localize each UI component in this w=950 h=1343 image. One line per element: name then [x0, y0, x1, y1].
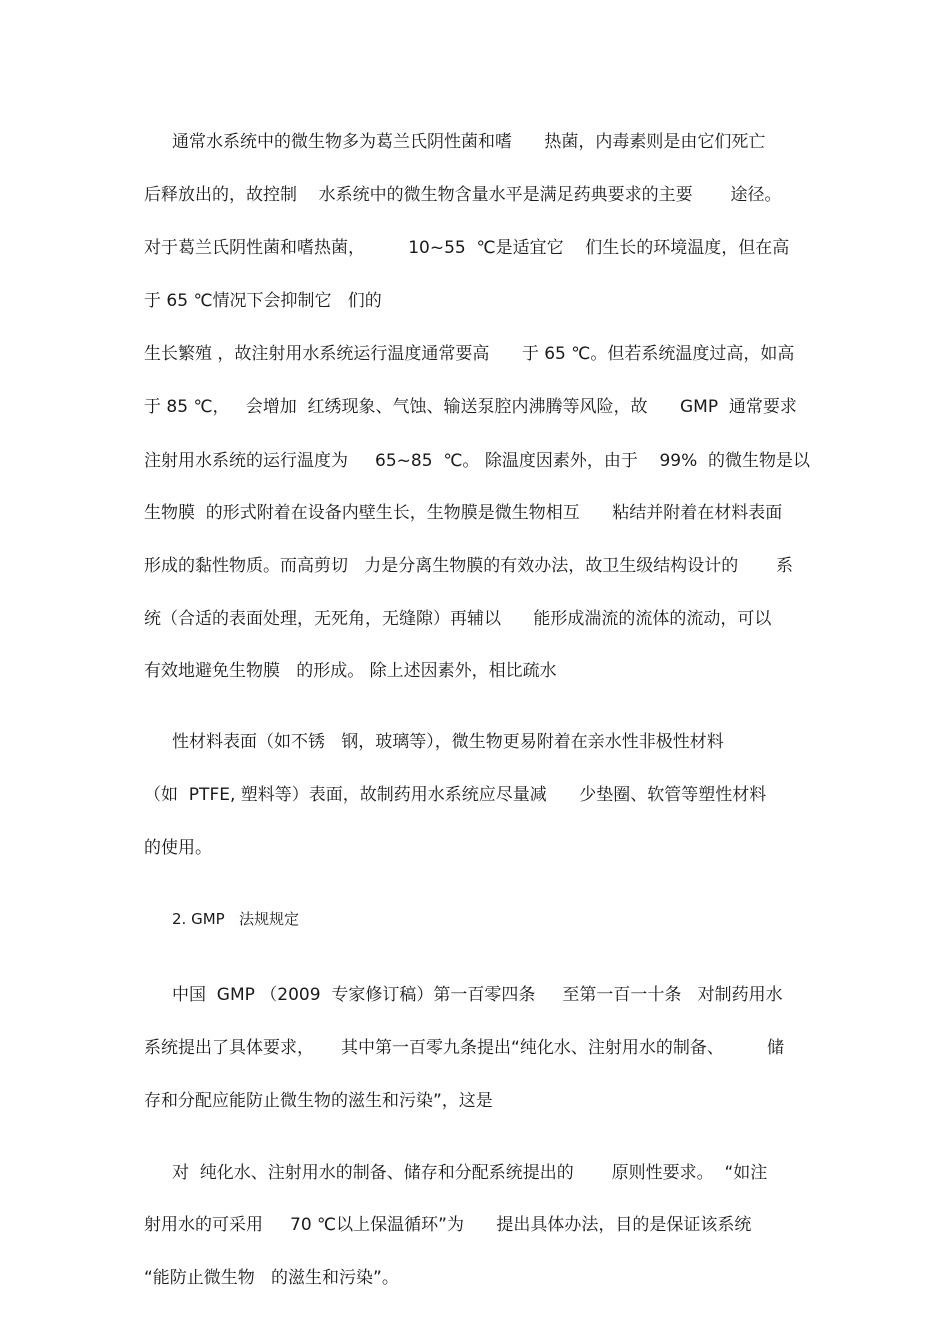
text-line: 通常水系统中的微生物多为葛兰氏阴性菌和嗜 热菌，内毒素则是由它们死亡 — [172, 132, 766, 152]
text-line: 性材料表面（如不锈 钢，玻璃等），微生物更易附着在亲水性非极性材料 — [172, 732, 724, 752]
text-line: （如 PTFE, 塑料等）表面，故制药用水系统应尽量减 少垫圈、软管等塑性材料 — [144, 785, 767, 805]
text-line: 生长繁殖 ，故注射用水系统运行温度通常要高 于 65 ℃。但若系统温度过高，如高 — [144, 344, 795, 364]
text-line: 射用水的可采用 70 ℃以上保温循环”为 提出具体办法，目的是保证该系统 — [144, 1215, 752, 1235]
text-line: 对于葛兰氏阴性菌和嗜热菌， 10~55 ℃是适宜它 们生长的环境温度，但在高 — [144, 238, 790, 258]
text-line: 统（合适的表面处理，无死角，无缝隙）再辅以 能形成湍流的流体的流动，可以 — [144, 609, 772, 629]
text-line: 的使用。 — [144, 838, 212, 858]
text-line: 后释放出的，故控制 水系统中的微生物含量水平是满足药典要求的主要 途径。 — [144, 185, 782, 205]
section-heading: 2. GMP 法规规定 — [172, 910, 299, 928]
text-line: 生物膜 的形式附着在设备内壁生长，生物膜是微生物相互 粘结并附着在材料表面 — [144, 503, 783, 523]
text-line: “能防止微生物 的滋生和污染”。 — [144, 1268, 399, 1288]
text-line: 有效地避免生物膜 的形成。 除上述因素外，相比疏水 — [144, 661, 557, 681]
text-line: 形成的黏性物质。而高剪切 力是分离生物膜的有效办法，故卫生级结构设计的 系 — [144, 556, 794, 576]
text-line: 于 65 ℃情况下会抑制它 们的 — [144, 291, 382, 311]
text-line: 于 85 ℃， 会增加 红绣现象、气蚀、输送泵腔内沸腾等风险，故 GMP 通常要求 — [144, 397, 797, 417]
text-line: 注射用水系统的运行温度为 65~85 ℃。 除温度因素外，由于 99% 的微生物是以 — [144, 451, 811, 471]
text-line: 系统提出了具体要求， 其中第一百零九条提出“纯化水、注射用水的制备、 储 — [144, 1038, 785, 1058]
text-line: 存和分配应能防止微生物的滋生和污染”，这是 — [144, 1091, 493, 1111]
text-line: 对 纯化水、注射用水的制备、储存和分配系统提出的 原则性要求。 “如注 — [172, 1163, 768, 1183]
text-line: 中国 GMP （2009 专家修订稿）第一百零四条 至第一百一十条 对制药用水 — [172, 985, 783, 1005]
